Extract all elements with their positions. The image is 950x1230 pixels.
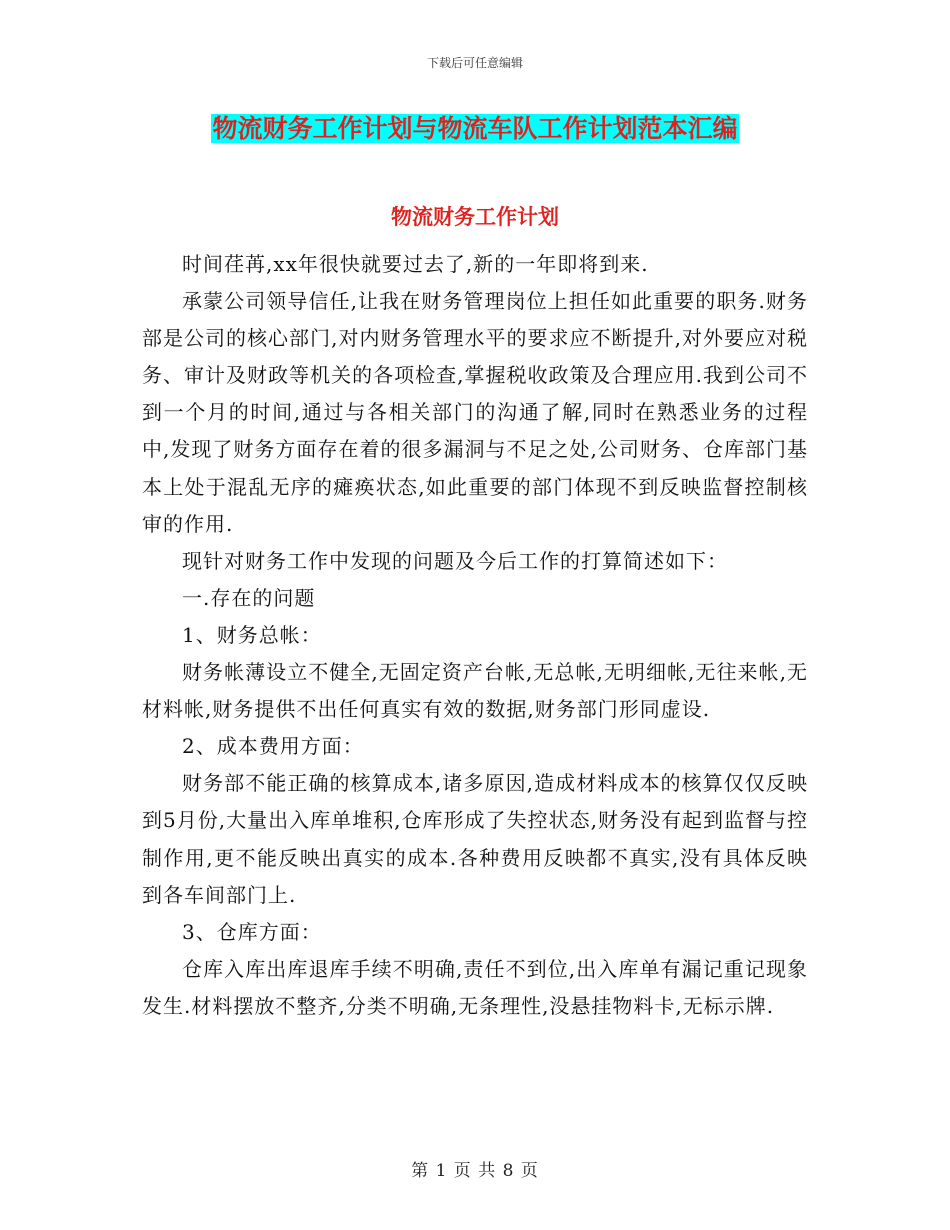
subsection-heading: 3、仓库方面： bbox=[182, 919, 322, 944]
paragraph: 财务帐薄设立不健全,无固定资产台帐,无总帐,无明细帐,无往来帐,无材料帐,财务提供不出任何真实有效的数据,财务部门形同虚设. bbox=[142, 660, 808, 722]
document-title-text: 物流财务工作计划与物流车队工作计划范本汇编 bbox=[212, 114, 738, 143]
paragraph: 仓库入库出库退库手续不明确,责任不到位,出入库单有漏记重记现象发生.材料摆放不整齐,分类不明确,无条理性,没悬挂物料卡,无标示牌. bbox=[142, 956, 808, 1018]
document-body bbox=[142, 246, 808, 1025]
paragraph: 承蒙公司领导信任,让我在财务管理岗位上担任如此重要的职务.财务部是公司的核心部门,对内财务管理水平的要求应不断提升,对外要应对税务、审计及财政等机关的各项检查,掌握税收政策及合理应用.我到公司不到一个月的时间,通过与各相关部门的沟通了解,同时在熟悉业务的过程中,发现了财务方面存在着的很多漏洞与不足之处,公司财务、仓库部门基本上处于混乱无序的瘫痪状态,如此重要的部门体现不到反映监督控制核审的作用. bbox=[142, 289, 808, 536]
section-title: 物流财务工作计划 bbox=[391, 204, 559, 229]
paragraph: 现针对财务工作中发现的问题及今后工作的打算简述如下： bbox=[182, 548, 728, 573]
section-heading: 一.存在的问题 bbox=[182, 585, 316, 610]
subsection-heading: 1、财务总帐： bbox=[182, 622, 322, 647]
document-title bbox=[0, 112, 950, 146]
header-note: 下载后可任意编辑 bbox=[426, 56, 523, 70]
paragraph: 财务部不能正确的核算成本,诸多原因,造成材料成本的核算仅仅反映到5月份,大量出入库单堆积,仓库形成了失控状态,财务没有起到监督与控制作用,更不能反映出真实的成本.各种费用反映都不真实,没有具体反映到各车间部门上. bbox=[142, 771, 808, 907]
page-footer: 第 1 页 共 8 页 bbox=[411, 1161, 539, 1181]
subsection-heading: 2、成本费用方面： bbox=[182, 734, 364, 759]
paragraph: 时间荏苒,xx年很快就要过去了,新的一年即将到来. bbox=[182, 252, 649, 276]
